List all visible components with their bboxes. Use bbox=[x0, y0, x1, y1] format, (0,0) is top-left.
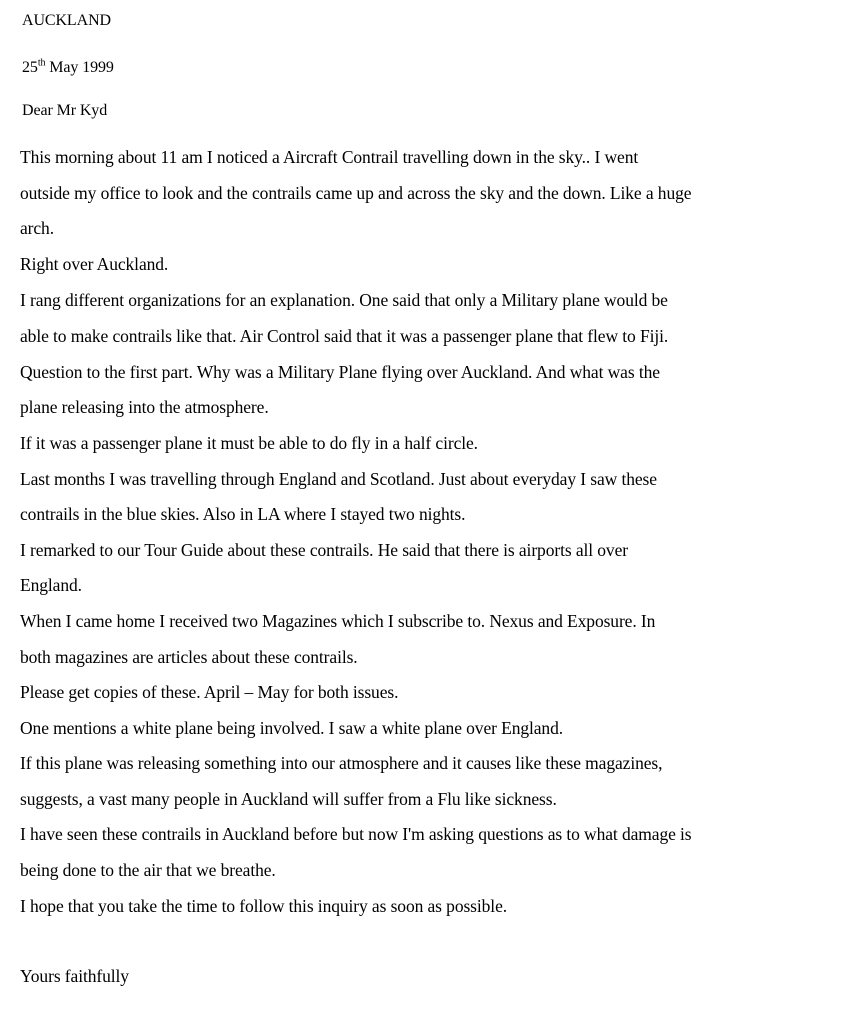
body-line: Last months I was travelling through England and Scotland. Just about everyday I saw these bbox=[20, 469, 657, 489]
body-line: outside my office to look and the contrails came up and across the sky and the down. Like a huge bbox=[20, 183, 692, 203]
body-line: arch. bbox=[20, 218, 54, 238]
body-line: England. bbox=[20, 575, 82, 595]
date-day: 25 bbox=[22, 59, 38, 76]
body-line: suggests, a vast many people in Auckland will suffer from a Flu like sickness. bbox=[20, 789, 557, 809]
letter-closing: Yours faithfully bbox=[20, 966, 129, 986]
body-line: One mentions a white plane being involved. I saw a white plane over England. bbox=[20, 718, 564, 738]
body-line: I have seen these contrails in Auckland before but now I'm asking questions as to what damage is bbox=[20, 824, 692, 844]
body-line: Question to the first part. Why was a Military Plane flying over Auckland. And what was the bbox=[20, 362, 660, 382]
letter-place: AUCKLAND bbox=[22, 12, 111, 29]
date-rest: May 1999 bbox=[45, 59, 114, 76]
body-line: This morning about 11 am I noticed a Aircraft Contrail travelling down in the sky.. I went bbox=[20, 147, 639, 167]
body-line: I rang different organizations for an explanation. One said that only a Military plane would be bbox=[20, 290, 668, 310]
body-line: both magazines are articles about these contrails. bbox=[20, 647, 358, 667]
body-line: plane releasing into the atmosphere. bbox=[20, 397, 269, 417]
date-suffix: th bbox=[37, 57, 46, 69]
body-line: If it was a passenger plane it must be able to do fly in a half circle. bbox=[20, 433, 478, 453]
body-line: I remarked to our Tour Guide about these contrails. He said that there is airports all over bbox=[20, 540, 628, 560]
body-line: When I came home I received two Magazines which I subscribe to. Nexus and Exposure. In bbox=[20, 611, 656, 631]
body-line: Right over Auckland. bbox=[20, 254, 169, 274]
body-line: contrails in the blue skies. Also in LA where I stayed two nights. bbox=[20, 504, 466, 524]
body-line: being done to the air that we breathe. bbox=[20, 860, 276, 880]
body-line: Please get copies of these. April – May for both issues. bbox=[20, 682, 399, 702]
letter-salutation: Dear Mr Kyd bbox=[22, 102, 108, 119]
body-line: If this plane was releasing something into our atmosphere and it causes like these magazines, bbox=[20, 753, 663, 773]
body-line: able to make contrails like that. Air Control said that it was a passenger plane that flew to Fiji. bbox=[20, 326, 669, 346]
letter-date bbox=[22, 58, 114, 78]
body-line: I hope that you take the time to follow this inquiry as soon as possible. bbox=[20, 896, 508, 916]
